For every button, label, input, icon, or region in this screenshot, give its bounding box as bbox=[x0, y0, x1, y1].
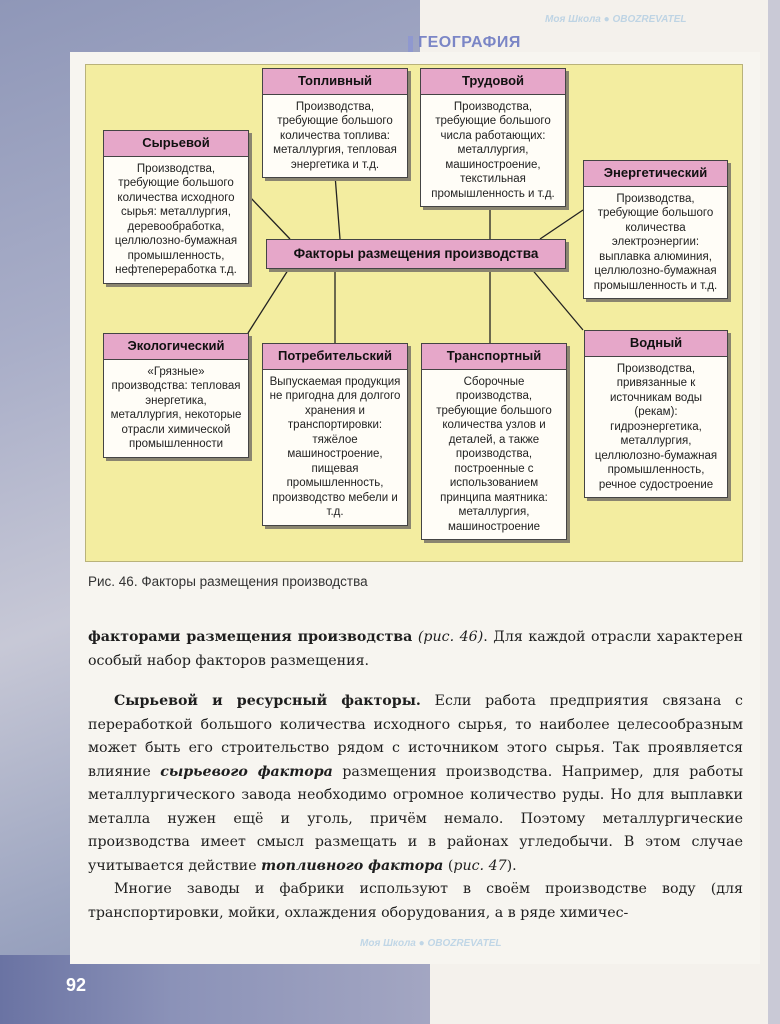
center-node: Факторы размещения производства bbox=[266, 239, 566, 269]
paragraph-text: размещения производства. Например, для работы металлургического завода необходимо огромное количество руды. Но для выплавки металла нужен ещё и уголь, причём немало. Поэтому металлургические производства имеет смысл размещать и в районах угледобычи. В этом случае учитывается действие bbox=[88, 763, 743, 874]
factor-card-raw bbox=[103, 130, 249, 284]
factor-text: Производства, требующие большого числа работающих: металлургия, машиностроение, текстильная промышленность и т.д. bbox=[431, 100, 555, 200]
factor-card-transport bbox=[421, 343, 567, 540]
watermark: Моя Школа ● OBOZREVATEL bbox=[360, 938, 502, 949]
term-bold: факторами размещения производства bbox=[88, 629, 413, 645]
factor-text: Производства, привязанные к источникам воды (рекам): гидроэнергетика, металлургия, целлюлозно-бумажная промышленность, речное судостроение bbox=[594, 362, 718, 491]
factor-text: Производства, требующие большого количества электроэнергии: выплавка алюминия, целлюлозно-бумажная промышленность и т.д. bbox=[593, 192, 718, 292]
term-emphasis: сырьевого фактора bbox=[160, 763, 333, 780]
paragraph-intro bbox=[88, 626, 743, 673]
term-emphasis: топливного фактора bbox=[261, 857, 444, 874]
factor-text: Сборочные производства, требующие большого количества узлов и деталей, а также производства, построенные с использованием принципа маятника: металлургия, машиностроение bbox=[436, 375, 552, 533]
watermark: Моя Школа ● OBOZREVATEL bbox=[545, 14, 687, 25]
factor-title: Водный bbox=[585, 331, 727, 357]
figure-caption: Рис. 46. Факторы размещения производства bbox=[88, 574, 368, 589]
paragraph-text: ). bbox=[506, 857, 517, 874]
factor-text: «Грязные» производства: тепловая энергетика, металлургия, некоторые отрасли химической промышленности bbox=[110, 365, 242, 450]
section-heading: Сырьевой и ресурсный факторы. bbox=[114, 693, 421, 709]
factor-title: Топливный bbox=[263, 69, 407, 95]
factor-title: Энергетический bbox=[584, 161, 727, 187]
figure-ref: рис. 47 bbox=[453, 857, 507, 874]
subject-title: ГЕОГРАФИЯ bbox=[418, 34, 521, 51]
factor-text: Выпускаемая продукция не пригодна для долгого хранения и транспортировки: тяжёлое машиностроение, пищевая промышленность, производство мебели и т.д. bbox=[269, 375, 401, 518]
page-number: 92 bbox=[66, 975, 87, 995]
factor-card-labor bbox=[420, 68, 566, 207]
factor-card-ecology bbox=[103, 333, 249, 458]
paragraph-text: Если работа предприятия связана с переработкой большого количества исходного сырья, то наиболее целесообразным может быть его строительство рядом с источником этого сырья. Так проявляется влияние bbox=[88, 693, 744, 780]
factor-card-water bbox=[584, 330, 728, 498]
factor-text: Производства, требующие большого количества исходного сырья: металлургия, деревообработка, целлюлозно-бумажная промышленность, нефтепереработка т.д. bbox=[114, 162, 238, 276]
figure-ref: (рис. 46) bbox=[417, 629, 484, 645]
factor-title: Экологический bbox=[104, 334, 248, 360]
factor-title: Потребительский bbox=[263, 344, 407, 370]
factor-title: Трудовой bbox=[421, 69, 565, 95]
paragraph-text: . Для каждой отрасли характерен особый набор факторов размещения. bbox=[88, 629, 743, 669]
paragraph-text: ( bbox=[443, 857, 454, 874]
factor-card-energy bbox=[583, 160, 728, 299]
factor-title: Сырьевой bbox=[104, 131, 248, 157]
factor-card-fuel bbox=[262, 68, 408, 178]
factor-title: Транспортный bbox=[422, 344, 566, 370]
factor-text: Производства, требующие большого количества топлива: металлургия, тепловая энергетика и т.д. bbox=[273, 100, 397, 171]
paragraph-water: Многие заводы и фабрики используют в своём производстве воду (для транспортировки, мойки, охлаждения оборудования, а в ряде химичес- bbox=[88, 881, 743, 921]
paragraph-raw-factors bbox=[88, 690, 743, 925]
factor-card-consumer bbox=[262, 343, 408, 526]
